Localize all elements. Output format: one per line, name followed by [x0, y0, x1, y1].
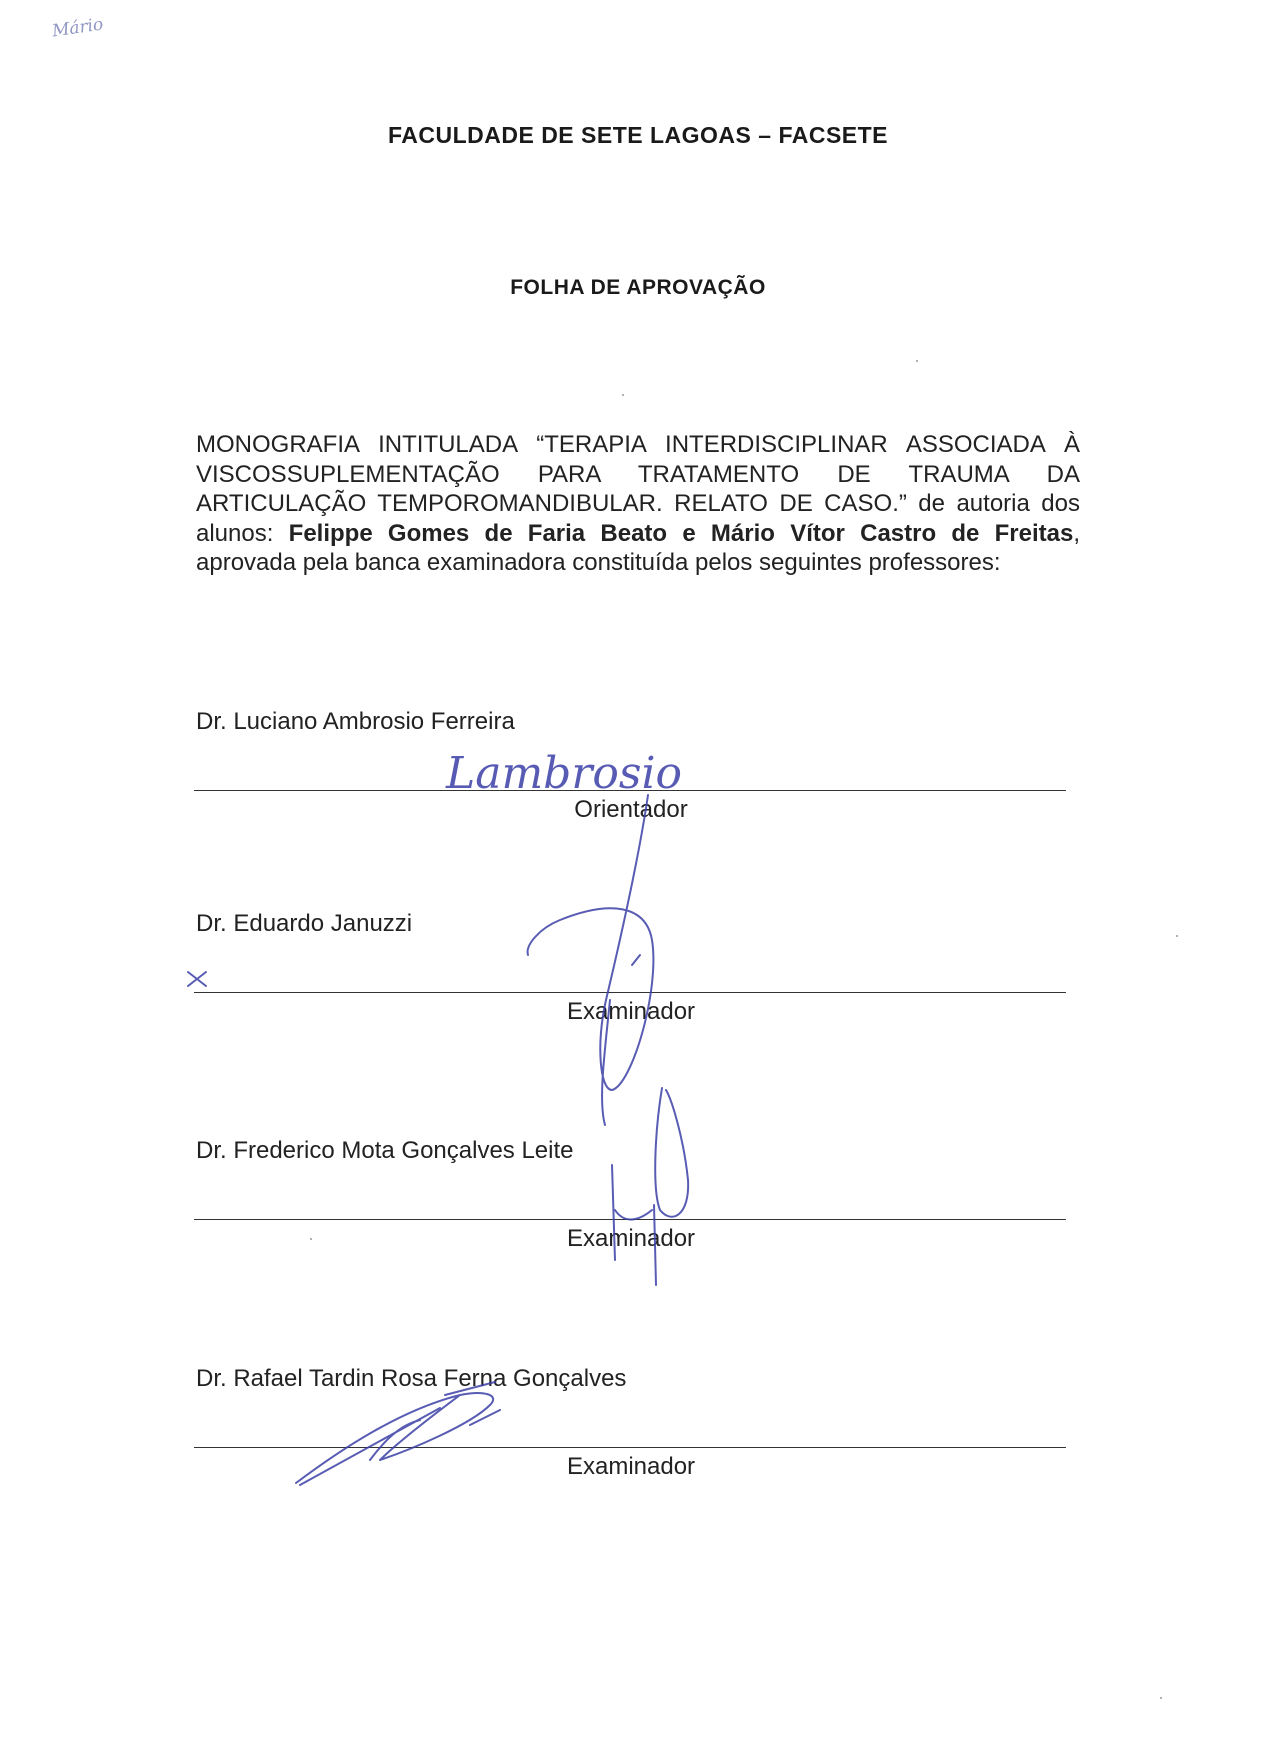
signature-line	[194, 992, 1066, 993]
examiner-name: Dr. Rafael Tardin Rosa Ferna Gonçalves	[196, 1365, 627, 1392]
signature-line	[194, 790, 1066, 791]
examiner-name: Dr. Frederico Mota Gonçalves Leite	[196, 1137, 574, 1164]
examiner-name: Dr. Luciano Ambrosio Ferreira	[196, 708, 515, 735]
examiner-block-3	[196, 1137, 1068, 1252]
sheet-title: FOLHA DE APROVAÇÃO	[510, 276, 766, 299]
examiner-name: Dr. Eduardo Januzzi	[196, 910, 413, 937]
signature-examiner-2-mark	[188, 972, 206, 986]
institution-heading: FACULDADE DE SETE LAGOAS – FACSETE	[387, 122, 889, 148]
handwritten-note: Mário	[50, 14, 105, 42]
examiner-role: Examinador	[566, 1453, 696, 1480]
examiner-block-2	[196, 910, 1068, 1025]
scan-speck	[310, 1238, 312, 1240]
scan-speck	[622, 394, 624, 396]
approval-closing: , aprovada pela banca examinadora constituída pelos seguintes professores:	[196, 519, 1081, 576]
signature-advisor: Lambrosio	[446, 748, 683, 799]
scan-speck	[1176, 935, 1178, 937]
signature-examiner-3	[612, 1088, 688, 1285]
authors-names: Felippe Gomes de Faria Beato e Mário Vítor Castro de Freitas	[288, 519, 1074, 547]
examiner-block-4	[196, 1365, 1068, 1480]
signature-line	[194, 1219, 1066, 1220]
examiner-role: Examinador	[566, 1225, 696, 1252]
signature-line	[194, 1447, 1066, 1448]
signature-examiner-2	[528, 795, 654, 1125]
scan-speck	[916, 360, 918, 362]
examiner-role: Orientador	[574, 796, 688, 823]
approval-paragraph	[196, 430, 1080, 578]
scan-speck	[1160, 1697, 1162, 1699]
approval-intro: MONOGRAFIA INTITULADA “TERAPIA INTERDISCIPLINAR ASSOCIADA À VISCOSSUPLEMENTAÇÃO PARA TRATAMENTO DE TRAUMA DA ARTICULAÇÃO TEMPOROMANDIBULAR. RELATO DE CASO.” de autoria dos alunos:	[196, 431, 1080, 547]
examiner-role: Examinador	[566, 998, 696, 1025]
